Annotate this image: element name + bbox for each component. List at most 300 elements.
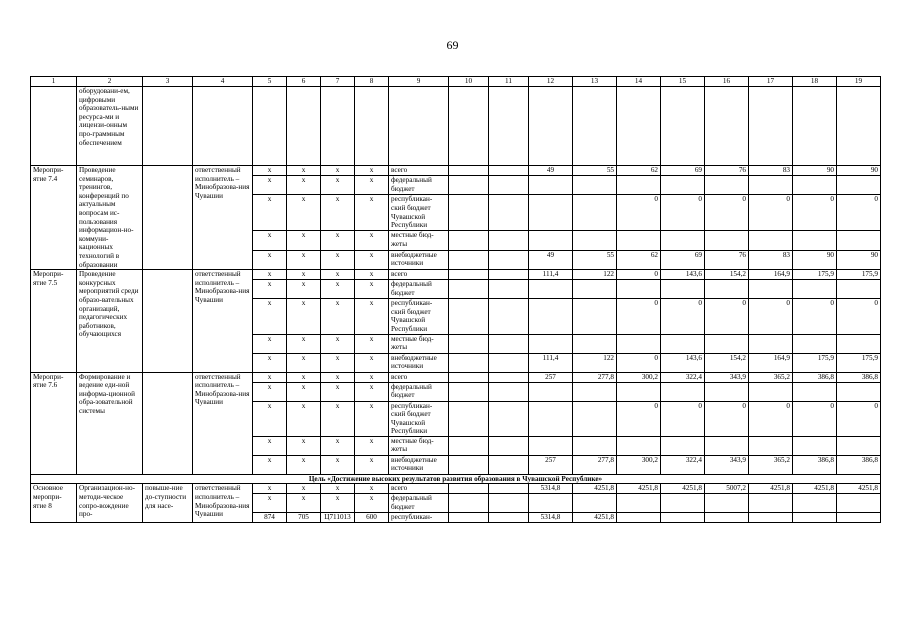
amount: 154,2 bbox=[705, 270, 749, 280]
budget-code: x bbox=[253, 484, 287, 494]
amount: 69 bbox=[661, 250, 705, 269]
funding-source: республикан-ский бюджет Чувашской Республики bbox=[389, 401, 449, 436]
budget-code: x bbox=[253, 455, 287, 474]
cell-empty bbox=[489, 494, 529, 513]
funding-source: республикан-ский бюджет Чувашской Республики bbox=[389, 299, 449, 334]
budget-code: x bbox=[321, 195, 355, 231]
budget-code: x bbox=[321, 250, 355, 269]
cell-empty bbox=[573, 87, 617, 166]
amount: 90 bbox=[837, 250, 881, 269]
funding-source: местные бюд-жеты bbox=[389, 334, 449, 353]
budget-code: x bbox=[355, 280, 389, 299]
responsible-executor: ответственный исполнитель – Минобразова-ния Чувашии bbox=[193, 166, 253, 270]
budget-code: x bbox=[321, 353, 355, 372]
budget-code: x bbox=[287, 372, 321, 382]
amount bbox=[705, 280, 749, 299]
amount: 55 bbox=[573, 250, 617, 269]
amount: 83 bbox=[749, 166, 793, 176]
amount bbox=[573, 334, 617, 353]
amount bbox=[705, 494, 749, 513]
amount: 164,9 bbox=[749, 353, 793, 372]
amount bbox=[573, 494, 617, 513]
cell-empty bbox=[489, 231, 529, 250]
amount: 0 bbox=[793, 401, 837, 436]
column-number: 8 bbox=[355, 77, 389, 87]
amount: 4251,8 bbox=[837, 484, 881, 494]
amount bbox=[749, 494, 793, 513]
column-number: 13 bbox=[573, 77, 617, 87]
activity-goal bbox=[143, 372, 193, 474]
amount: 90 bbox=[793, 250, 837, 269]
cell-empty bbox=[321, 87, 355, 166]
column-number: 1 bbox=[31, 77, 77, 87]
column-number: 18 bbox=[793, 77, 837, 87]
cell-empty bbox=[449, 195, 489, 231]
budget-code: x bbox=[253, 231, 287, 250]
activity-name: Организацион-но-методи-ческое сопро-вождение про- bbox=[77, 484, 143, 523]
responsible-executor: ответственный исполнитель – Минобразова-ния Чувашии bbox=[193, 372, 253, 474]
amount: 386,8 bbox=[793, 372, 837, 382]
budget-code: x bbox=[253, 353, 287, 372]
activity-goal: повыше-ние до-ступности для насе- bbox=[143, 484, 193, 523]
amount: 175,9 bbox=[793, 353, 837, 372]
amount: 4251,8 bbox=[661, 484, 705, 494]
cell-empty bbox=[489, 87, 529, 166]
activity-name: Формирование и ведение еди-ной информа-ционной обра-зовательной системы bbox=[77, 372, 143, 474]
budget-code: x bbox=[321, 436, 355, 455]
amount bbox=[661, 513, 705, 523]
cell-empty bbox=[449, 436, 489, 455]
cell-empty bbox=[617, 87, 661, 166]
amount: 4251,8 bbox=[617, 484, 661, 494]
cell-empty bbox=[449, 353, 489, 372]
amount bbox=[705, 513, 749, 523]
activity-code: Основное меропри-ятие 8 bbox=[31, 484, 77, 523]
amount bbox=[837, 436, 881, 455]
budget-code: x bbox=[287, 353, 321, 372]
table-row bbox=[31, 270, 881, 280]
cell-empty bbox=[449, 372, 489, 382]
funding-source: федеральный бюджет bbox=[389, 280, 449, 299]
responsible-executor: ответственный исполнитель – Минобразова-ния Чувашии bbox=[193, 270, 253, 372]
amount bbox=[705, 436, 749, 455]
amount bbox=[529, 299, 573, 334]
cell-empty bbox=[287, 87, 321, 166]
funding-source: внебюджетные источники bbox=[389, 353, 449, 372]
amount: 175,9 bbox=[793, 270, 837, 280]
budget-code: x bbox=[253, 299, 287, 334]
amount: 0 bbox=[661, 401, 705, 436]
cell-empty bbox=[529, 87, 573, 166]
amount bbox=[793, 280, 837, 299]
amount bbox=[617, 382, 661, 401]
amount: 4251,8 bbox=[573, 513, 617, 523]
cell-empty bbox=[253, 87, 287, 166]
amount: 0 bbox=[617, 401, 661, 436]
cell-empty bbox=[449, 382, 489, 401]
budget-code: x bbox=[355, 353, 389, 372]
cell-empty bbox=[489, 372, 529, 382]
amount: 0 bbox=[617, 270, 661, 280]
cell-empty bbox=[449, 176, 489, 195]
table-row bbox=[31, 484, 881, 494]
amount bbox=[749, 382, 793, 401]
amount: 386,8 bbox=[837, 455, 881, 474]
activity-code: Меропри-ятие 7.4 bbox=[31, 166, 77, 270]
amount: 164,9 bbox=[749, 270, 793, 280]
amount: 143,6 bbox=[661, 270, 705, 280]
cell-empty bbox=[449, 280, 489, 299]
amount: 69 bbox=[661, 166, 705, 176]
amount: 175,9 bbox=[837, 353, 881, 372]
cell-empty bbox=[489, 455, 529, 474]
activity-name-cont: оборудовани-ем, цифровыми образователь-ными ресурса-ми и лицензи-онным про-граммным обеспечением bbox=[77, 87, 143, 166]
page-number: 69 bbox=[446, 38, 459, 52]
amount bbox=[705, 231, 749, 250]
budget-code: x bbox=[253, 372, 287, 382]
cell-empty bbox=[489, 250, 529, 269]
amount: 0 bbox=[793, 299, 837, 334]
budget-code: x bbox=[287, 195, 321, 231]
amount: 343,9 bbox=[705, 455, 749, 474]
funding-source: местные бюд-жеты bbox=[389, 436, 449, 455]
amount bbox=[617, 231, 661, 250]
budget-code: x bbox=[355, 166, 389, 176]
amount: 257 bbox=[529, 372, 573, 382]
cell-empty bbox=[489, 353, 529, 372]
funding-source: всего bbox=[389, 270, 449, 280]
amount: 386,8 bbox=[793, 455, 837, 474]
amount bbox=[529, 176, 573, 195]
budget-code: x bbox=[287, 270, 321, 280]
budget-code: x bbox=[355, 484, 389, 494]
cell-empty bbox=[489, 270, 529, 280]
amount: 122 bbox=[573, 270, 617, 280]
amount bbox=[617, 280, 661, 299]
amount: 0 bbox=[661, 299, 705, 334]
cell-empty bbox=[705, 87, 749, 166]
column-number: 2 bbox=[77, 77, 143, 87]
amount bbox=[617, 334, 661, 353]
amount bbox=[793, 513, 837, 523]
budget-code: x bbox=[355, 401, 389, 436]
amount bbox=[529, 436, 573, 455]
budget-code: x bbox=[321, 455, 355, 474]
cell-empty bbox=[449, 334, 489, 353]
goal-heading: Цель «Достижение высоких результатов развития образования в Чувашской Республике» bbox=[31, 474, 881, 484]
amount bbox=[837, 382, 881, 401]
cell-empty bbox=[31, 87, 77, 166]
activity-name: Проведение семинаров, тренингов, конференций по актуальным вопросам ис-пользования информацион-но-коммуни-кационных технологий в образовании bbox=[77, 166, 143, 270]
cell-empty bbox=[489, 484, 529, 494]
cell-empty bbox=[449, 166, 489, 176]
amount bbox=[749, 436, 793, 455]
amount bbox=[573, 401, 617, 436]
budget-code: x bbox=[355, 455, 389, 474]
budget-code: x bbox=[321, 166, 355, 176]
amount bbox=[793, 334, 837, 353]
amount bbox=[705, 334, 749, 353]
cell-empty bbox=[449, 484, 489, 494]
column-number: 15 bbox=[661, 77, 705, 87]
amount bbox=[573, 176, 617, 195]
funding-source: местные бюд-жеты bbox=[389, 231, 449, 250]
amount: 0 bbox=[793, 195, 837, 231]
funding-source: внебюджетные источники bbox=[389, 455, 449, 474]
responsible-executor: ответственный исполнитель – Минобразова-ния Чувашии bbox=[193, 484, 253, 523]
amount: 0 bbox=[705, 401, 749, 436]
budget-code: x bbox=[321, 280, 355, 299]
budget-code: x bbox=[287, 299, 321, 334]
budget-code: x bbox=[321, 231, 355, 250]
amount bbox=[749, 176, 793, 195]
goal-row bbox=[31, 474, 881, 484]
amount bbox=[661, 494, 705, 513]
cell-empty bbox=[489, 195, 529, 231]
amount: 5314,8 bbox=[529, 484, 573, 494]
amount bbox=[529, 401, 573, 436]
amount: 76 bbox=[705, 166, 749, 176]
cell-empty bbox=[489, 334, 529, 353]
budget-code: x bbox=[321, 334, 355, 353]
cell-empty bbox=[449, 231, 489, 250]
column-number: 4 bbox=[193, 77, 253, 87]
budget-code: x bbox=[253, 250, 287, 269]
activity-code: Меропри-ятие 7.5 bbox=[31, 270, 77, 372]
continuation-row bbox=[31, 87, 881, 166]
budget-code: x bbox=[287, 455, 321, 474]
amount: 0 bbox=[749, 401, 793, 436]
amount: 343,9 bbox=[705, 372, 749, 382]
amount: 0 bbox=[617, 353, 661, 372]
budget-code: x bbox=[355, 270, 389, 280]
amount: 55 bbox=[573, 166, 617, 176]
activity-goal bbox=[143, 166, 193, 270]
amount bbox=[837, 231, 881, 250]
budget-code: x bbox=[321, 176, 355, 195]
budget-code: x bbox=[287, 334, 321, 353]
amount bbox=[529, 334, 573, 353]
budget-code: x bbox=[253, 195, 287, 231]
budget-code: x bbox=[355, 382, 389, 401]
amount bbox=[661, 231, 705, 250]
amount bbox=[837, 494, 881, 513]
funding-source: всего bbox=[389, 372, 449, 382]
amount: 49 bbox=[529, 250, 573, 269]
amount bbox=[529, 494, 573, 513]
cell-empty bbox=[489, 436, 529, 455]
cell-empty bbox=[661, 87, 705, 166]
cell-empty bbox=[449, 270, 489, 280]
budget-code: x bbox=[287, 382, 321, 401]
budget-code: x bbox=[355, 494, 389, 513]
budget-code: x bbox=[287, 401, 321, 436]
amount: 0 bbox=[837, 299, 881, 334]
amount bbox=[749, 231, 793, 250]
amount: 122 bbox=[573, 353, 617, 372]
amount: 5007,2 bbox=[705, 484, 749, 494]
cell-empty bbox=[489, 401, 529, 436]
budget-code: x bbox=[253, 176, 287, 195]
amount bbox=[705, 176, 749, 195]
amount: 300,2 bbox=[617, 455, 661, 474]
amount bbox=[837, 176, 881, 195]
amount bbox=[837, 280, 881, 299]
cell-empty bbox=[449, 87, 489, 166]
amount bbox=[573, 195, 617, 231]
cell-empty bbox=[793, 87, 837, 166]
amount bbox=[529, 280, 573, 299]
amount bbox=[617, 176, 661, 195]
column-number: 14 bbox=[617, 77, 661, 87]
cell-empty bbox=[489, 166, 529, 176]
budget-code: x bbox=[355, 436, 389, 455]
budget-code: x bbox=[253, 280, 287, 299]
cell-empty bbox=[449, 494, 489, 513]
amount: 0 bbox=[837, 195, 881, 231]
amount: 277,8 bbox=[573, 455, 617, 474]
header-row bbox=[31, 77, 881, 87]
budget-code: x bbox=[321, 382, 355, 401]
amount: 62 bbox=[617, 250, 661, 269]
column-number: 9 bbox=[389, 77, 449, 87]
amount: 4251,8 bbox=[793, 484, 837, 494]
budget-code: x bbox=[321, 372, 355, 382]
column-number: 5 bbox=[253, 77, 287, 87]
amount: 257 bbox=[529, 455, 573, 474]
column-number: 6 bbox=[287, 77, 321, 87]
amount bbox=[793, 382, 837, 401]
amount bbox=[617, 513, 661, 523]
column-number: 16 bbox=[705, 77, 749, 87]
budget-code: x bbox=[287, 176, 321, 195]
amount bbox=[749, 280, 793, 299]
amount bbox=[837, 334, 881, 353]
cell-empty bbox=[449, 401, 489, 436]
budget-code: 874 bbox=[253, 513, 287, 523]
cell-empty bbox=[489, 299, 529, 334]
budget-code: x bbox=[287, 280, 321, 299]
cell-empty bbox=[389, 87, 449, 166]
amount: 62 bbox=[617, 166, 661, 176]
amount bbox=[573, 382, 617, 401]
cell-empty bbox=[489, 382, 529, 401]
amount: 386,8 bbox=[837, 372, 881, 382]
cell-empty bbox=[449, 513, 489, 523]
amount: 111,4 bbox=[529, 270, 573, 280]
amount bbox=[793, 436, 837, 455]
amount bbox=[661, 176, 705, 195]
cell-empty bbox=[449, 299, 489, 334]
amount: 0 bbox=[749, 299, 793, 334]
funding-source: республикан- bbox=[389, 513, 449, 523]
budget-code: x bbox=[321, 270, 355, 280]
amount bbox=[661, 334, 705, 353]
cell-empty bbox=[193, 87, 253, 166]
column-number: 12 bbox=[529, 77, 573, 87]
amount: 4251,8 bbox=[573, 484, 617, 494]
amount bbox=[793, 494, 837, 513]
budget-code: x bbox=[253, 401, 287, 436]
budget-code: x bbox=[355, 372, 389, 382]
funding-source: федеральный бюджет bbox=[389, 176, 449, 195]
amount bbox=[617, 436, 661, 455]
budget-code: x bbox=[287, 231, 321, 250]
funding-source: республикан-ский бюджет Чувашской Республики bbox=[389, 195, 449, 231]
budget-code: x bbox=[321, 299, 355, 334]
amount: 0 bbox=[705, 195, 749, 231]
amount: 49 bbox=[529, 166, 573, 176]
amount: 175,9 bbox=[837, 270, 881, 280]
activity-goal bbox=[143, 270, 193, 372]
budget-code: x bbox=[355, 176, 389, 195]
amount: 90 bbox=[837, 166, 881, 176]
amount bbox=[793, 231, 837, 250]
amount bbox=[529, 382, 573, 401]
budget-code: x bbox=[287, 484, 321, 494]
column-number: 3 bbox=[143, 77, 193, 87]
amount: 143,6 bbox=[661, 353, 705, 372]
amount: 83 bbox=[749, 250, 793, 269]
amount bbox=[573, 436, 617, 455]
amount: 4251,8 bbox=[749, 484, 793, 494]
budget-code: x bbox=[355, 299, 389, 334]
cell-empty bbox=[749, 87, 793, 166]
cell-empty bbox=[143, 87, 193, 166]
budget-code: x bbox=[253, 166, 287, 176]
amount: 0 bbox=[837, 401, 881, 436]
cell-empty bbox=[489, 280, 529, 299]
amount: 76 bbox=[705, 250, 749, 269]
cell-empty bbox=[489, 513, 529, 523]
budget-code: x bbox=[355, 334, 389, 353]
cell-empty bbox=[449, 250, 489, 269]
amount: 90 bbox=[793, 166, 837, 176]
funding-source: федеральный бюджет bbox=[389, 494, 449, 513]
amount bbox=[661, 280, 705, 299]
funding-source: всего bbox=[389, 484, 449, 494]
column-number: 11 bbox=[489, 77, 529, 87]
budget-code: x bbox=[253, 382, 287, 401]
budget-code: x bbox=[287, 494, 321, 513]
activity-code: Меропри-ятие 7.6 bbox=[31, 372, 77, 474]
amount bbox=[573, 280, 617, 299]
budget-code: 705 bbox=[287, 513, 321, 523]
amount bbox=[661, 382, 705, 401]
funding-source: всего bbox=[389, 166, 449, 176]
amount bbox=[529, 231, 573, 250]
table-row bbox=[31, 372, 881, 382]
budget-code: x bbox=[355, 195, 389, 231]
budget-code: x bbox=[253, 270, 287, 280]
amount bbox=[705, 382, 749, 401]
budget-code: x bbox=[287, 436, 321, 455]
budget-code: x bbox=[321, 484, 355, 494]
budget-code: x bbox=[287, 166, 321, 176]
budget-code: x bbox=[253, 494, 287, 513]
amount bbox=[749, 513, 793, 523]
budget-code: Ц711013 bbox=[321, 513, 355, 523]
column-number: 10 bbox=[449, 77, 489, 87]
funding-source: федеральный бюджет bbox=[389, 382, 449, 401]
column-number: 19 bbox=[837, 77, 881, 87]
table-row bbox=[31, 166, 881, 176]
budget-code: x bbox=[253, 436, 287, 455]
budget-code: x bbox=[321, 494, 355, 513]
funding-source: внебюджетные источники bbox=[389, 250, 449, 269]
amount: 0 bbox=[661, 195, 705, 231]
amount bbox=[573, 231, 617, 250]
